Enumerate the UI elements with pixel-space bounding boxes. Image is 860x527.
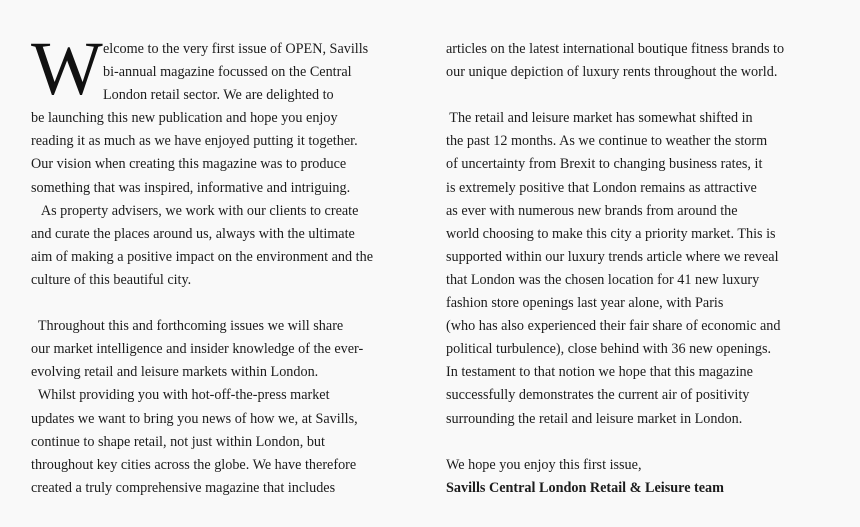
text-line: reading it as much as we have enjoyed putting it together. xyxy=(31,133,358,150)
text-line: evolving retail and leisure markets within London. xyxy=(31,364,319,381)
text-line: successfully demonstrates the current air of positivity xyxy=(446,387,750,404)
text-line: is extremely positive that London remains as attractive xyxy=(446,179,757,196)
text-line: Throughout this and forthcoming issues we will share xyxy=(31,318,344,335)
text-line: aim of making a positive impact on the environment and the xyxy=(31,248,373,265)
text-line: political turbulence), close behind with 36 new openings. xyxy=(446,341,772,358)
text-line: (who has also experienced their fair share of economic and xyxy=(446,318,781,335)
left-column xyxy=(31,27,423,500)
text-line: The retail and leisure market has somewhat shifted in xyxy=(446,110,753,127)
text-line: as ever with numerous new brands from around the xyxy=(446,202,738,219)
text-line xyxy=(31,292,423,315)
text-line: supported within our luxury trends article where we reveal xyxy=(446,248,779,265)
text-line: updates we want to bring you news of how we, at Savills, xyxy=(31,410,358,427)
text-line: Our vision when creating this magazine was to produce xyxy=(31,156,347,173)
text-line: In testament to that notion we hope that this magazine xyxy=(446,364,753,381)
text-line: continue to shape retail, not just within London, but xyxy=(31,433,325,450)
text-line: As property advisers, we work with our clients to create xyxy=(31,202,359,219)
text-line: be launching this new publication and hope you enjoy xyxy=(31,110,338,127)
text-line xyxy=(446,84,838,107)
text-line: surrounding the retail and leisure market in London. xyxy=(446,410,743,427)
text-line: London retail sector. We are delighted to xyxy=(103,87,334,104)
right-column xyxy=(446,38,838,500)
text-line: of uncertainty from Brexit to changing business rates, it xyxy=(446,156,763,173)
text-line: something that was inspired, informative and intriguing. xyxy=(31,179,351,196)
text-line: articles on the latest international boutique fitness brands to xyxy=(446,41,785,57)
text-line: our unique depiction of luxury rents throughout the world. xyxy=(446,64,778,81)
text-line: that London was the chosen location for 41 new luxury xyxy=(446,271,760,288)
text-line: bi-annual magazine focussed on the Central xyxy=(103,64,352,81)
text-line: throughout key cities across the globe. We have therefore xyxy=(31,456,357,473)
text-line: and curate the places around us, always with the ultimate xyxy=(31,225,355,242)
text-line: the past 12 months. As we continue to weather the storm xyxy=(446,133,768,150)
text-line: fashion store openings last year alone, with Paris xyxy=(446,295,724,312)
text-line: our market intelligence and insider knowledge of the ever- xyxy=(31,341,364,358)
signature: Savills Central London Retail & Leisure team xyxy=(446,479,724,496)
text-line: created a truly comprehensive magazine that includes xyxy=(31,479,336,496)
text-line: Whilst providing you with hot-off-the-press market xyxy=(31,387,330,404)
dropcap-letter: W xyxy=(31,27,103,111)
text-line xyxy=(446,431,838,454)
text-line: world choosing to make this city a priority market. This is xyxy=(446,225,776,242)
text-line: We hope you enjoy this first issue, xyxy=(446,456,642,473)
text-line: elcome to the very first issue of OPEN, Savills xyxy=(103,41,369,57)
text-line: culture of this beautiful city. xyxy=(31,271,192,288)
